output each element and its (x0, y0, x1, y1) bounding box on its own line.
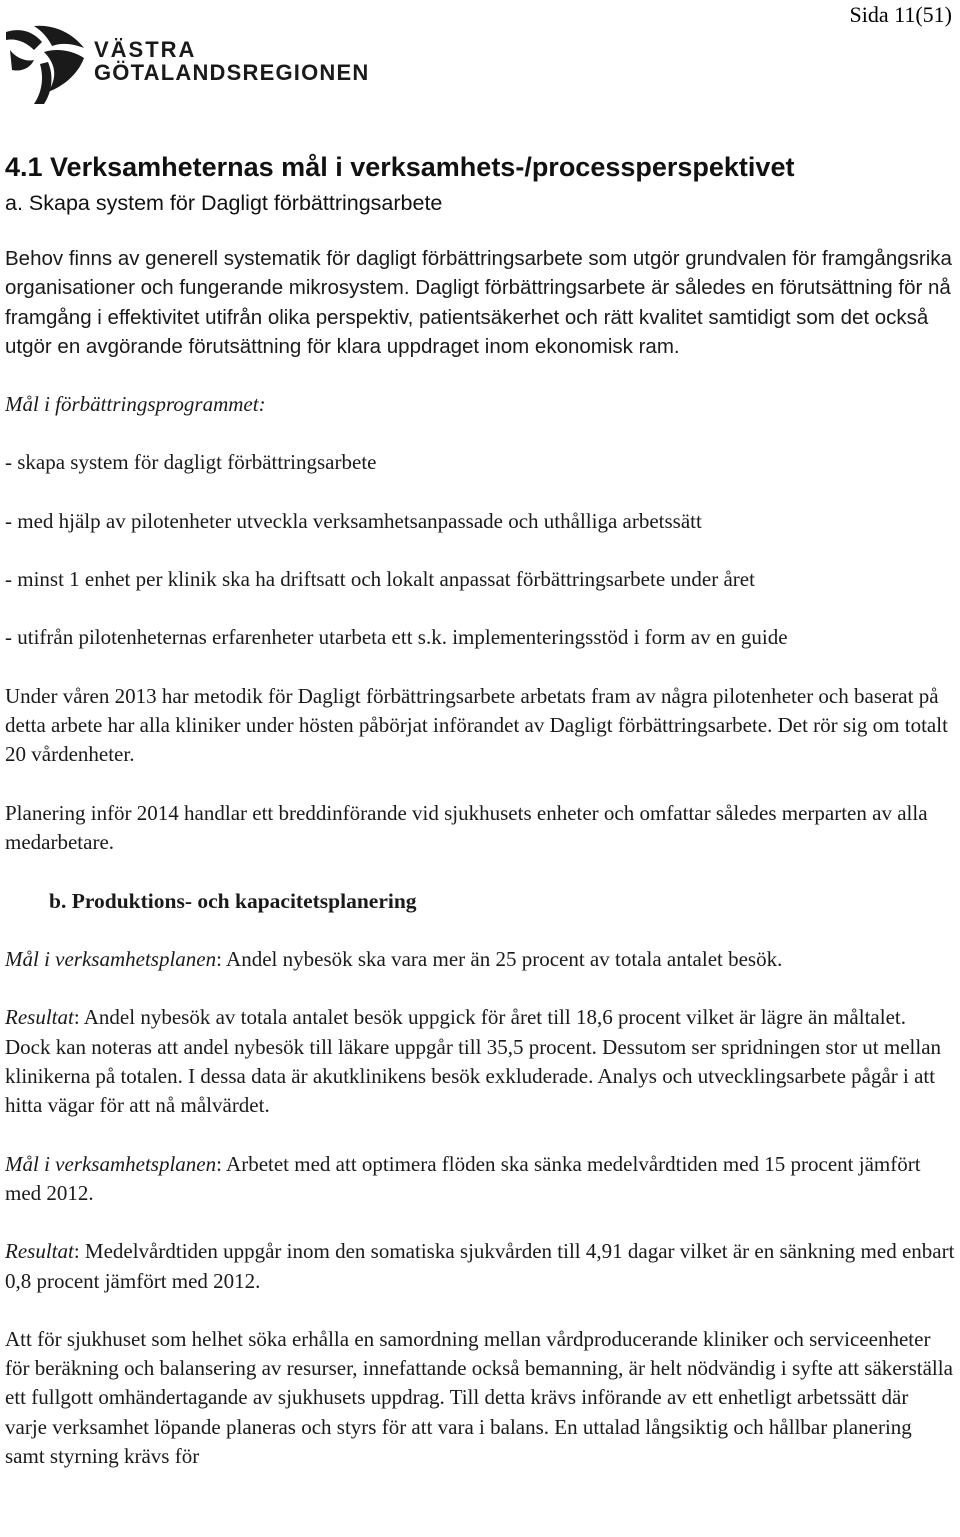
goal-item: - utifrån pilotenheternas erfarenheter utarbeta ett s.k. implementeringsstöd i form av en guide (5, 625, 788, 650)
intro-paragraph: Behov finns av generell systematik för dagligt förbättringsarbete som utgör grundvalen för framgångsrika organisationer och fungerande mikrosystem. Dagligt förbättringsarbete är således en förutsättning för nå framgång i effektivitet utifrån olika perspektiv, patientsäkerhet och rätt kvalitet samtidigt som det också utgör en avgörande förutsättning för klara uppdraget inom ekonomisk ram. (5, 247, 952, 358)
goal-item: - minst 1 enhet per klinik ska ha driftsatt och lokalt anpassat förbättringsarbete under året (5, 567, 755, 592)
logo-text-line2: GÖTALANDSREGIONEN (94, 59, 370, 85)
page-number: Sida 11(51) (849, 2, 952, 27)
spring-paragraph: Under våren 2013 har metodik för Dagligt förbättringsarbete arbetats fram av några pilotenheter och baserat på detta arbete har alla kliniker under hösten påbörjat införandet av Dagligt förbättringsarbete. Det rör sig om totalt 20 vårdenheter. (5, 683, 948, 767)
goal1-label: Mål i verksamhetsplanen (5, 947, 217, 972)
goal2-paragraph (5, 1150, 955, 1209)
planning-paragraph: Planering inför 2014 handlar ett breddinförande vid sjukhusets enheter och omfattar således merparten av alla medarbetare. (5, 800, 928, 854)
result1-paragraph (5, 1003, 955, 1120)
goal-item: - med hjälp av pilotenheter utveckla verksamhetsanpassade och uthålliga arbetssätt (5, 508, 702, 533)
logo-text-line1: VÄSTRA (94, 36, 197, 62)
result2-text: : Medelvårdtiden uppgår inom den somatiska sjukvården till 4,91 dagar vilket är en sänkning med enbart 0,8 procent jämfört med 2012. (5, 1239, 955, 1293)
goal1-paragraph (5, 945, 955, 974)
result2-label: Resultat (5, 1239, 74, 1264)
subheading-a: a. Skapa system för Dagligt förbättringsarbete (5, 191, 443, 215)
final-paragraph: Att för sjukhuset som helhet söka erhålla en samordning mellan vårdproducerande kliniker och serviceenheter för beräkning och balansering av resurser, innefattande också bemanning, är helt nödvändig i syfte att säkerställa ett fullgott omhändertagande av sjukhusets uppdrag. Till detta krävs införande av ett enhetligt arbetssätt där varje verksamhet löpande planeras och styrs för att vara i balans. En uttalad långsiktig och hållbar planering samt styrning krävs för (5, 1326, 953, 1469)
region-logo (4, 22, 369, 106)
subheading-b: b. Produktions- och kapacitetsplanering (49, 889, 417, 914)
goal2-text: : Arbetet med att optimera flöden ska sänka medelvårdtiden med 15 procent jämfört med 2012. (5, 1151, 921, 1205)
region-emblem-icon (4, 22, 94, 106)
result2-paragraph (5, 1237, 955, 1296)
result1-label: Resultat (5, 1005, 74, 1030)
goals-label: Mål i förbättringsprogrammet: (5, 392, 266, 417)
result1-text: : Andel nybesök av totala antalet besök uppgick för året till 18,6 procent vilket är lägre än måltalet. Dock kan noteras att andel nybesök till läkare uppgår till 35,5 procent. Dessutom ser spridningen stor ut mellan klinikerna på totalen. I dessa data är akutklinikens besök exkluderade. Analys och utvecklingsarbete pågår i att hitta vägar för att nå målvärdet. (5, 1005, 942, 1118)
goal-item: - skapa system för dagligt förbättringsarbete (5, 450, 377, 475)
goal2-label: Mål i verksamhetsplanen (5, 1151, 217, 1176)
document-body (5, 146, 955, 1471)
goal1-text: : Andel nybesök ska vara mer än 25 procent av totala antalet besök. (216, 947, 783, 972)
section-heading: 4.1 Verksamheternas mål i verksamhets-/processperspektivet (5, 152, 795, 182)
